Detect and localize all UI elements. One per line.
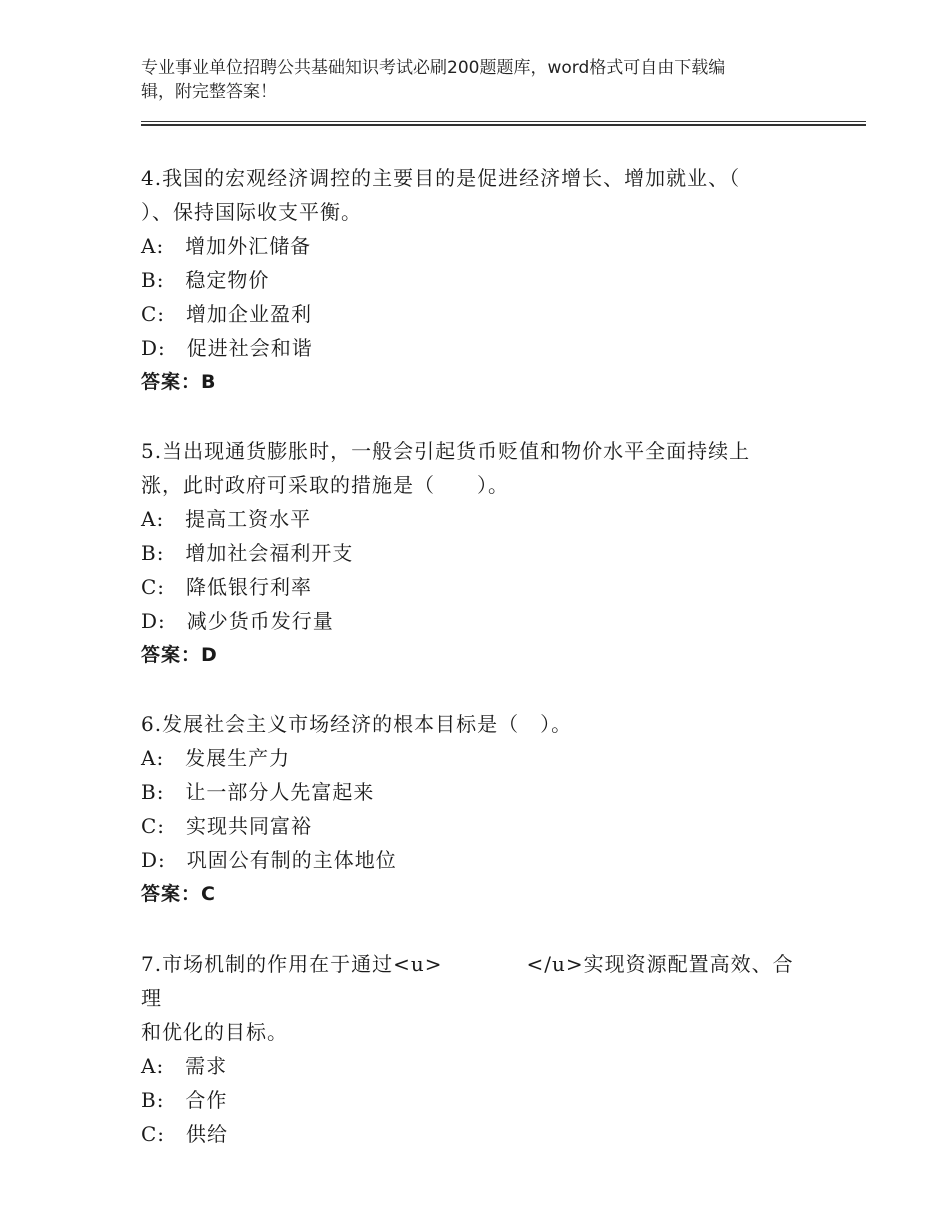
option-c: C: 降低银行利率 [141, 575, 313, 599]
question-stem-line-1: 4.我国的宏观经济调控的主要目的是促进经济增长、增加就业、（ [141, 166, 741, 190]
question-stem-line-1: 5.当出现通货膨胀时，一般会引起货币贬值和物价水平全面持续上 [141, 439, 751, 463]
question-7 [141, 947, 811, 1151]
answer-label: 答案：C [141, 883, 216, 905]
question-6 [141, 707, 811, 911]
header-line-2: 辑，附完整答案！ [141, 82, 277, 102]
question-stem-line-2: 涨，此时政府可采取的措施是（ ）。 [141, 473, 509, 497]
option-a: A: 发展生产力 [141, 746, 291, 770]
question-stem-line-1: 6.发展社会主义市场经济的根本目标是（ ）。 [141, 712, 573, 736]
option-c: C: 实现共同富裕 [141, 814, 313, 838]
question-stem-line-2: 和优化的目标。 [141, 1020, 288, 1044]
header-line-1: 专业事业单位招聘公共基础知识考试必刷200题题库，word格式可自由下载编 [141, 58, 726, 78]
answer-label: 答案：D [141, 644, 218, 666]
option-a: A: 需求 [141, 1054, 228, 1078]
option-b: B: 增加社会福利开支 [141, 541, 354, 565]
option-d: D: 巩固公有制的主体地位 [141, 848, 397, 872]
question-stem-line-1: 7.市场机制的作用在于通过<u> </u>实现资源配置高效、合理 [141, 952, 794, 1010]
option-b: B: 合作 [141, 1088, 228, 1112]
option-a: A: 提高工资水平 [141, 507, 312, 531]
header-divider-thick [141, 124, 866, 126]
option-b: B: 让一部分人先富起来 [141, 780, 375, 804]
option-c: C: 增加企业盈利 [141, 302, 313, 326]
option-d: D: 减少货币发行量 [141, 609, 334, 633]
header-divider-thin [141, 121, 866, 122]
option-c: C: 供给 [141, 1122, 229, 1146]
question-4 [141, 161, 811, 399]
question-5 [141, 434, 811, 672]
question-stem-line-2: ）、保持国际收支平衡。 [141, 200, 362, 224]
document-header [141, 56, 781, 104]
answer-label: 答案：B [141, 371, 217, 393]
option-d: D: 促进社会和谐 [141, 336, 313, 360]
option-a: A: 增加外汇储备 [141, 234, 312, 258]
option-b: B: 稳定物价 [141, 268, 270, 292]
